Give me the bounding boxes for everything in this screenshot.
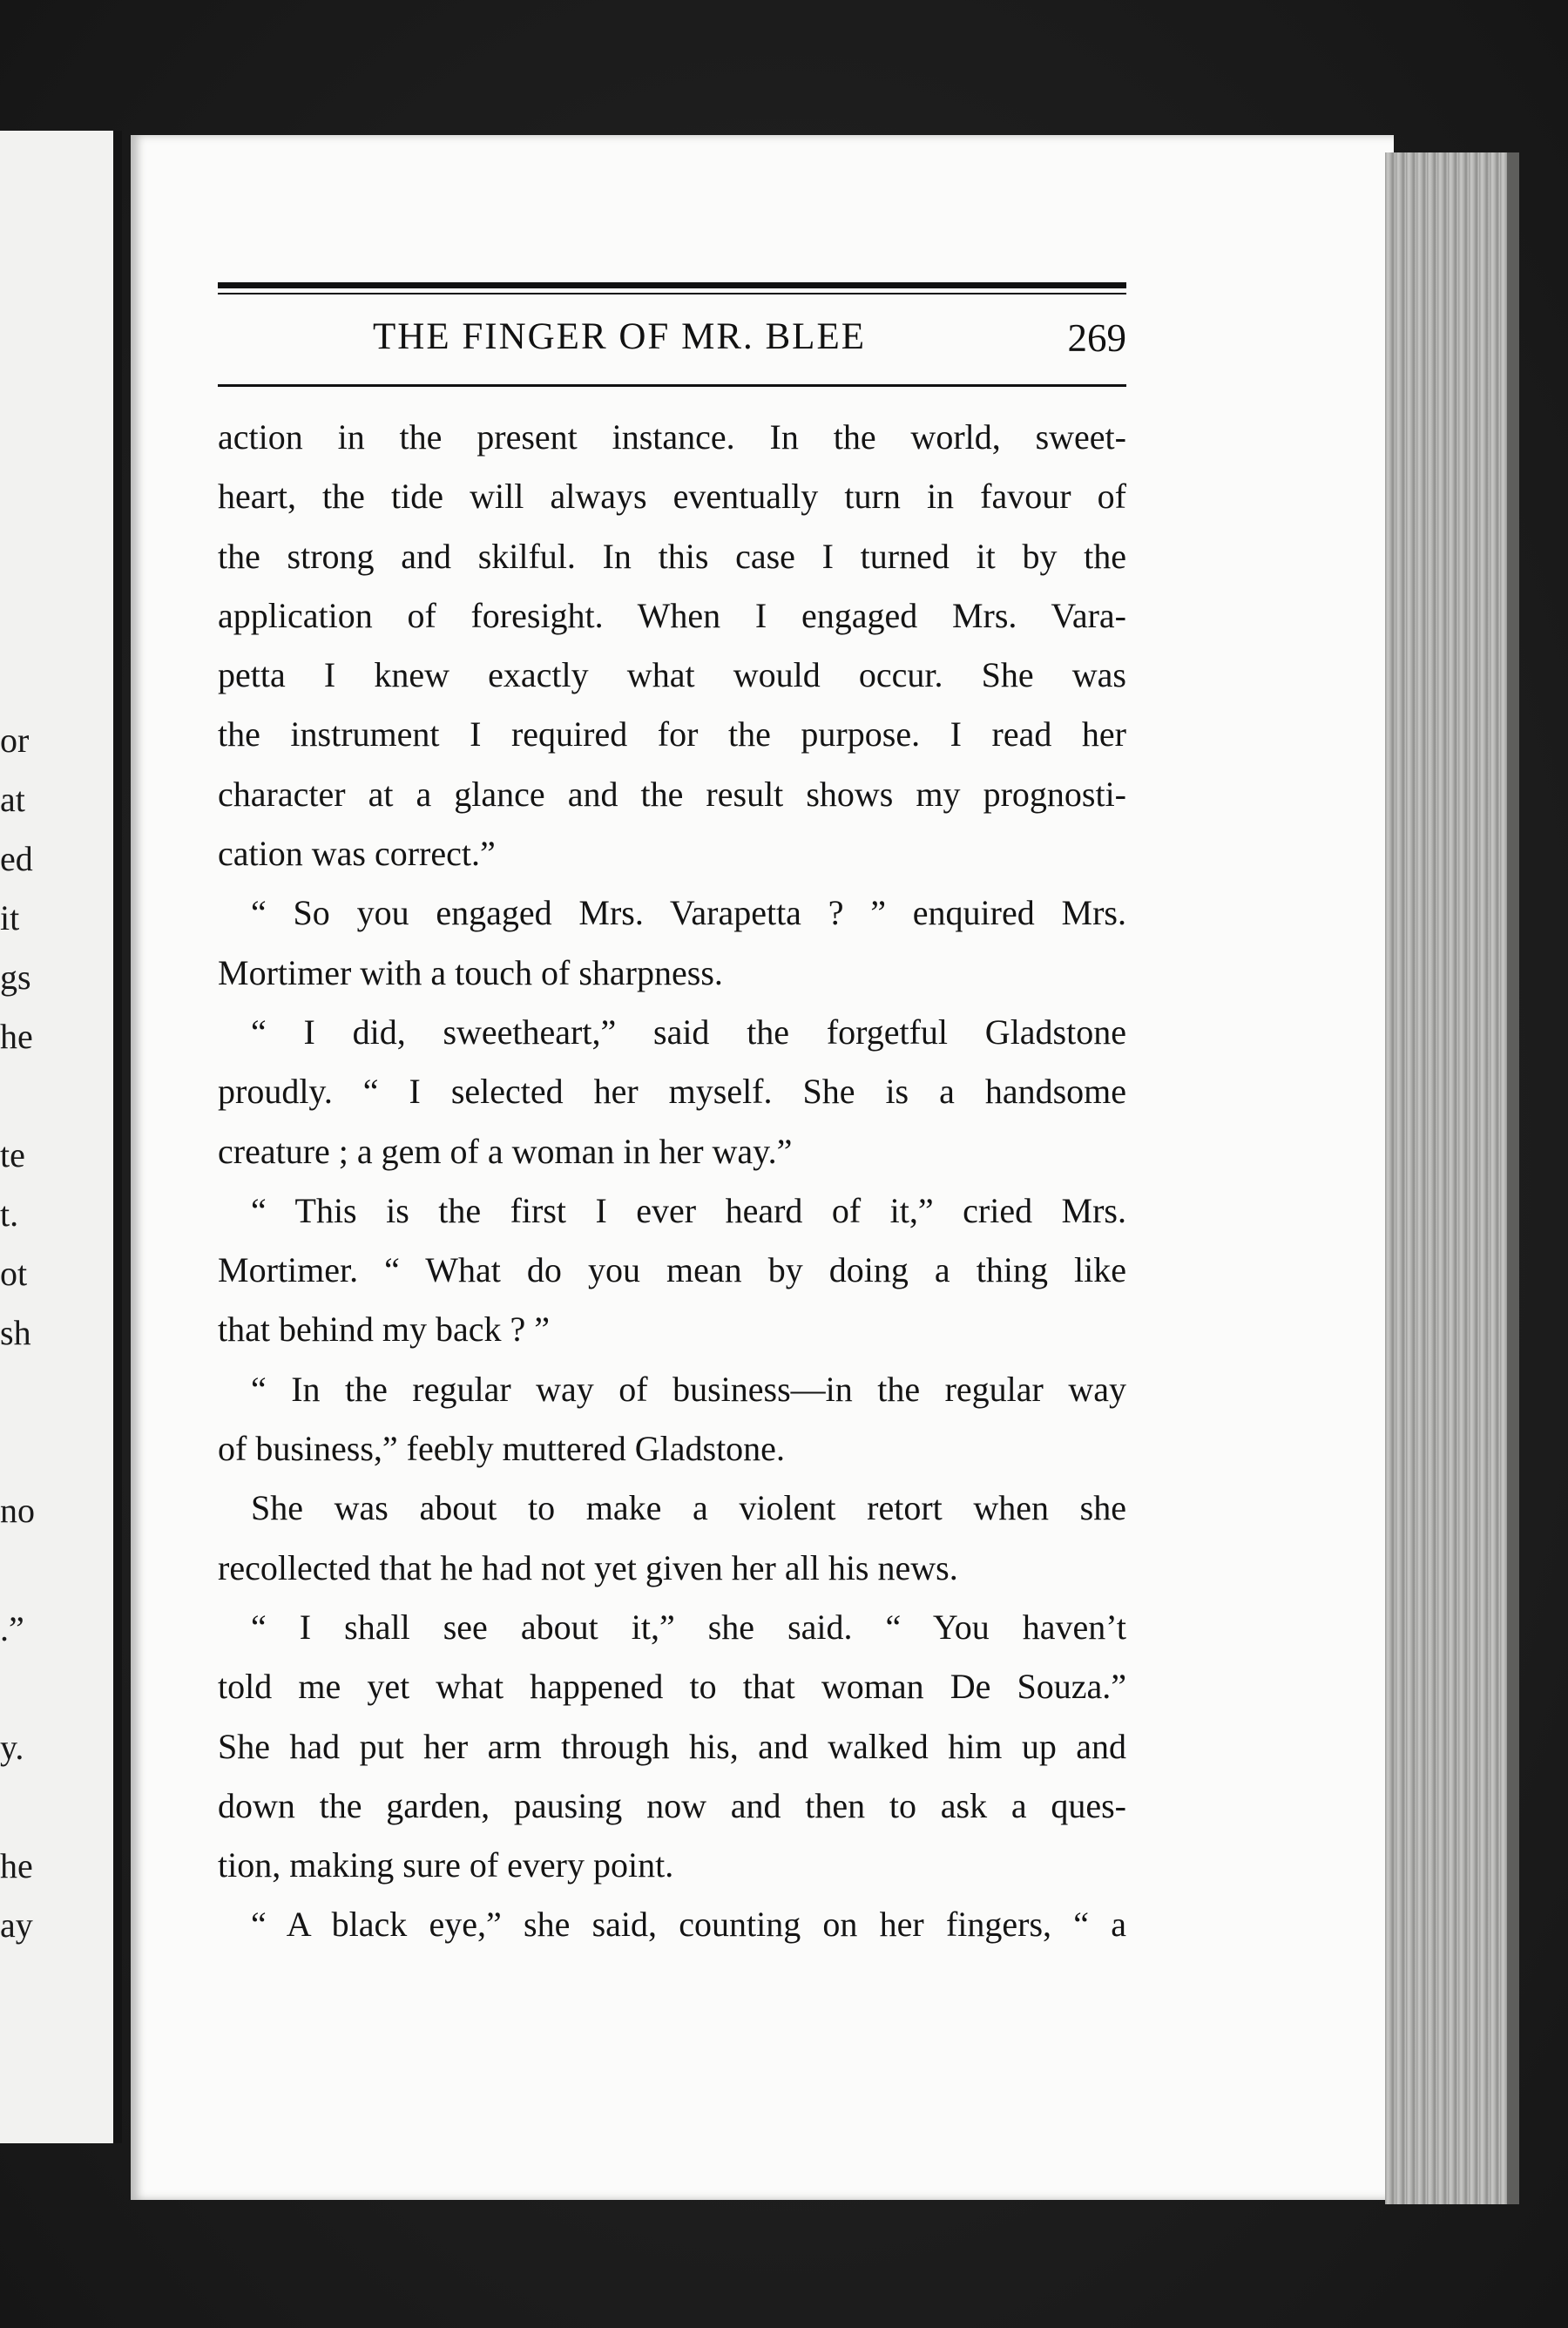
left-page-fragment: ed [0, 839, 33, 878]
text-line: cation was correct.” [218, 834, 496, 874]
text-line: action in the present instance. In the world, sweet- [218, 417, 1126, 457]
text-line: “ This is the first I ever heard of it,” cried Mrs. [251, 1190, 1126, 1230]
left-page-fragment: gs [0, 958, 31, 997]
header-rule-bottom [218, 384, 1126, 387]
header-rule-thin [218, 293, 1126, 294]
left-page-fragment: y. [0, 1728, 24, 1767]
text-line: petta I knew exactly what would occur. She was [218, 655, 1126, 695]
text-line: tion, making sure of every point. [218, 1845, 674, 1885]
text-line: “ I shall see about it,” she said. “ You haven’t [251, 1607, 1126, 1647]
text-line: Mortimer with a touch of sharpness. [218, 952, 723, 992]
left-page-fragment: sh [0, 1313, 31, 1352]
text-line: “ In the regular way of business—in the regular way [251, 1369, 1126, 1409]
text-line: recollected that he had not yet given her all his news. [218, 1547, 958, 1587]
text-line: the strong and skilful. In this case I turned it by the [218, 536, 1126, 576]
text-line: of business,” feebly muttered Gladstone. [218, 1429, 785, 1469]
text-line: Mortimer. “ What do you mean by doing a thing like [218, 1250, 1126, 1290]
left-page-fragment: or [0, 721, 30, 760]
page-number: 269 [1067, 316, 1126, 360]
left-page-fragment: .” [0, 1609, 24, 1648]
text-line: that behind my back ? ” [218, 1310, 550, 1350]
left-page-fragment: ay [0, 1905, 33, 1945]
text-line: She had put her arm through his, and walked him up and [218, 1726, 1126, 1766]
text-line: the instrument I required for the purpose. I read her [218, 714, 1126, 755]
left-facing-page [0, 131, 122, 2143]
running-head-title: THE FINGER OF MR. BLEE [373, 316, 866, 357]
header-rule-thick [218, 282, 1126, 288]
text-line: “ I did, sweetheart,” said the forgetful Gladstone [251, 1012, 1126, 1052]
text-line: told me yet what happened to that woman De Souza.” [218, 1667, 1126, 1707]
text-line: “ So you engaged Mrs. Varapetta ? ” enquired Mrs. [251, 893, 1126, 933]
text-line: down the garden, pausing now and then to ask a ques- [218, 1785, 1126, 1825]
text-line: proudly. “ I selected her myself. She is a handsome [218, 1072, 1126, 1112]
left-page-fragment: ot [0, 1254, 28, 1293]
left-page-fragment: t. [0, 1194, 19, 1234]
text-line: creature ; a gem of a woman in her way.” [218, 1131, 793, 1171]
text-line: She was about to make a violent retort when she [251, 1488, 1126, 1528]
left-page-fragment: he [0, 1846, 33, 1885]
text-line: application of foresight. When I engaged Mrs. Vara- [218, 595, 1126, 635]
left-page-fragment: it [0, 898, 20, 937]
left-page-fragment: at [0, 780, 25, 819]
text-line: heart, the tide will always eventually turn in favour of [218, 477, 1126, 517]
text-line: “ A black eye,” she said, counting on her fingers, “ a [251, 1905, 1126, 1945]
body-text [218, 408, 1126, 1955]
text-line: character at a glance and the result shows my prognosti- [218, 774, 1126, 814]
left-page-fragment: te [0, 1135, 25, 1174]
page-edges [1385, 152, 1519, 2204]
left-page-fragment: he [0, 1017, 33, 1056]
left-page-fragment: no [0, 1491, 35, 1530]
